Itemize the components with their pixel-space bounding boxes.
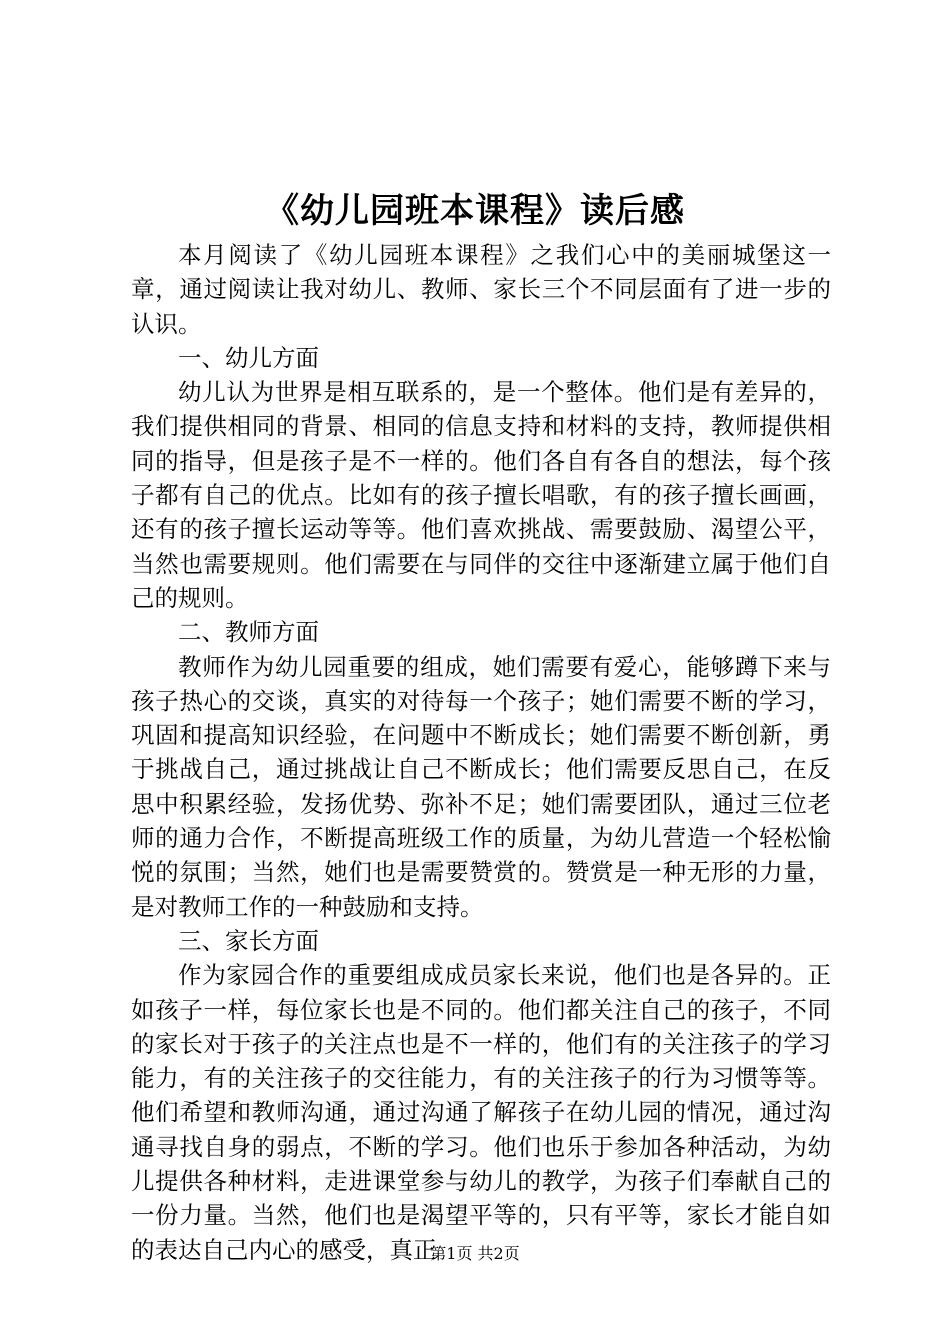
section-heading-teachers: 二、教师方面 — [178, 618, 319, 647]
children-paragraph: 幼儿认为世界是相互联系的，是一个整体。他们是有差异的，我们提供相同的背景、相同的信息支持和材料的支持，教师提供相同的指导，但是孩子是不一样的。他们各自有各自的想法，每个孩子都有自己的优点。比如有的孩子擅长唱歌，有的孩子擅长画画，还有的孩子擅长运动等等。他们喜欢挑战、需要鼓励、渴望公平，当然也需要规则。他们需要在与同伴的交往中逐渐建立属于他们自己的规则。 — [131, 378, 831, 612]
document-title: 《幼儿园班本课程》读后感 — [265, 191, 685, 231]
page-number-footer: 第1页 共2页 — [430, 1244, 520, 1263]
intro-paragraph: 本月阅读了《幼儿园班本课程》之我们心中的美丽城堡这一章，通过阅读让我对幼儿、教师、家长三个不同层面有了进一步的认识。 — [131, 241, 831, 338]
parents-paragraph: 作为家园合作的重要组成成员家长来说，他们也是各异的。正如孩子一样，每位家长也是不同的。他们都关注自己的孩子，不同的家长对于孩子的关注点也是不一样的，他们有的关注孩子的学习能力，有的关注孩子的交往能力，有的关注孩子的行为习惯等等。他们希望和教师沟通，通过沟通了解孩子在幼儿园的情况，通过沟通寻找自身的弱点，不断的学习。他们也乐于参加各种活动，为幼儿提供各种材料，走进课堂参与幼儿的教学，为孩子们奉献自己的一份力量。当然，他们也是渴望平等的，只有平等，家长才能自如的表达自己内心的感受，真正 — [131, 961, 831, 1264]
teachers-paragraph: 教师作为幼儿园重要的组成，她们需要有爱心，能够蹲下来与孩子热心的交谈，真实的对待每一个孩子；她们需要不断的学习，巩固和提高知识经验，在问题中不断成长；她们需要不断创新，勇于挑战自己，通过挑战让自己不断成长；他们需要反思自己，在反思中积累经验，发扬优势、弥补不足；她们需要团队，通过三位老师的通力合作，不断提高班级工作的质量，为幼儿营造一个轻松愉悦的氛围；当然，她们也是需要赞赏的。赞赏是一种无形的力量，是对教师工作的一种鼓励和支持。 — [131, 652, 831, 921]
section-heading-parents: 三、家长方面 — [178, 926, 319, 955]
section-heading-children: 一、幼儿方面 — [178, 343, 319, 372]
document-body — [131, 238, 831, 1267]
